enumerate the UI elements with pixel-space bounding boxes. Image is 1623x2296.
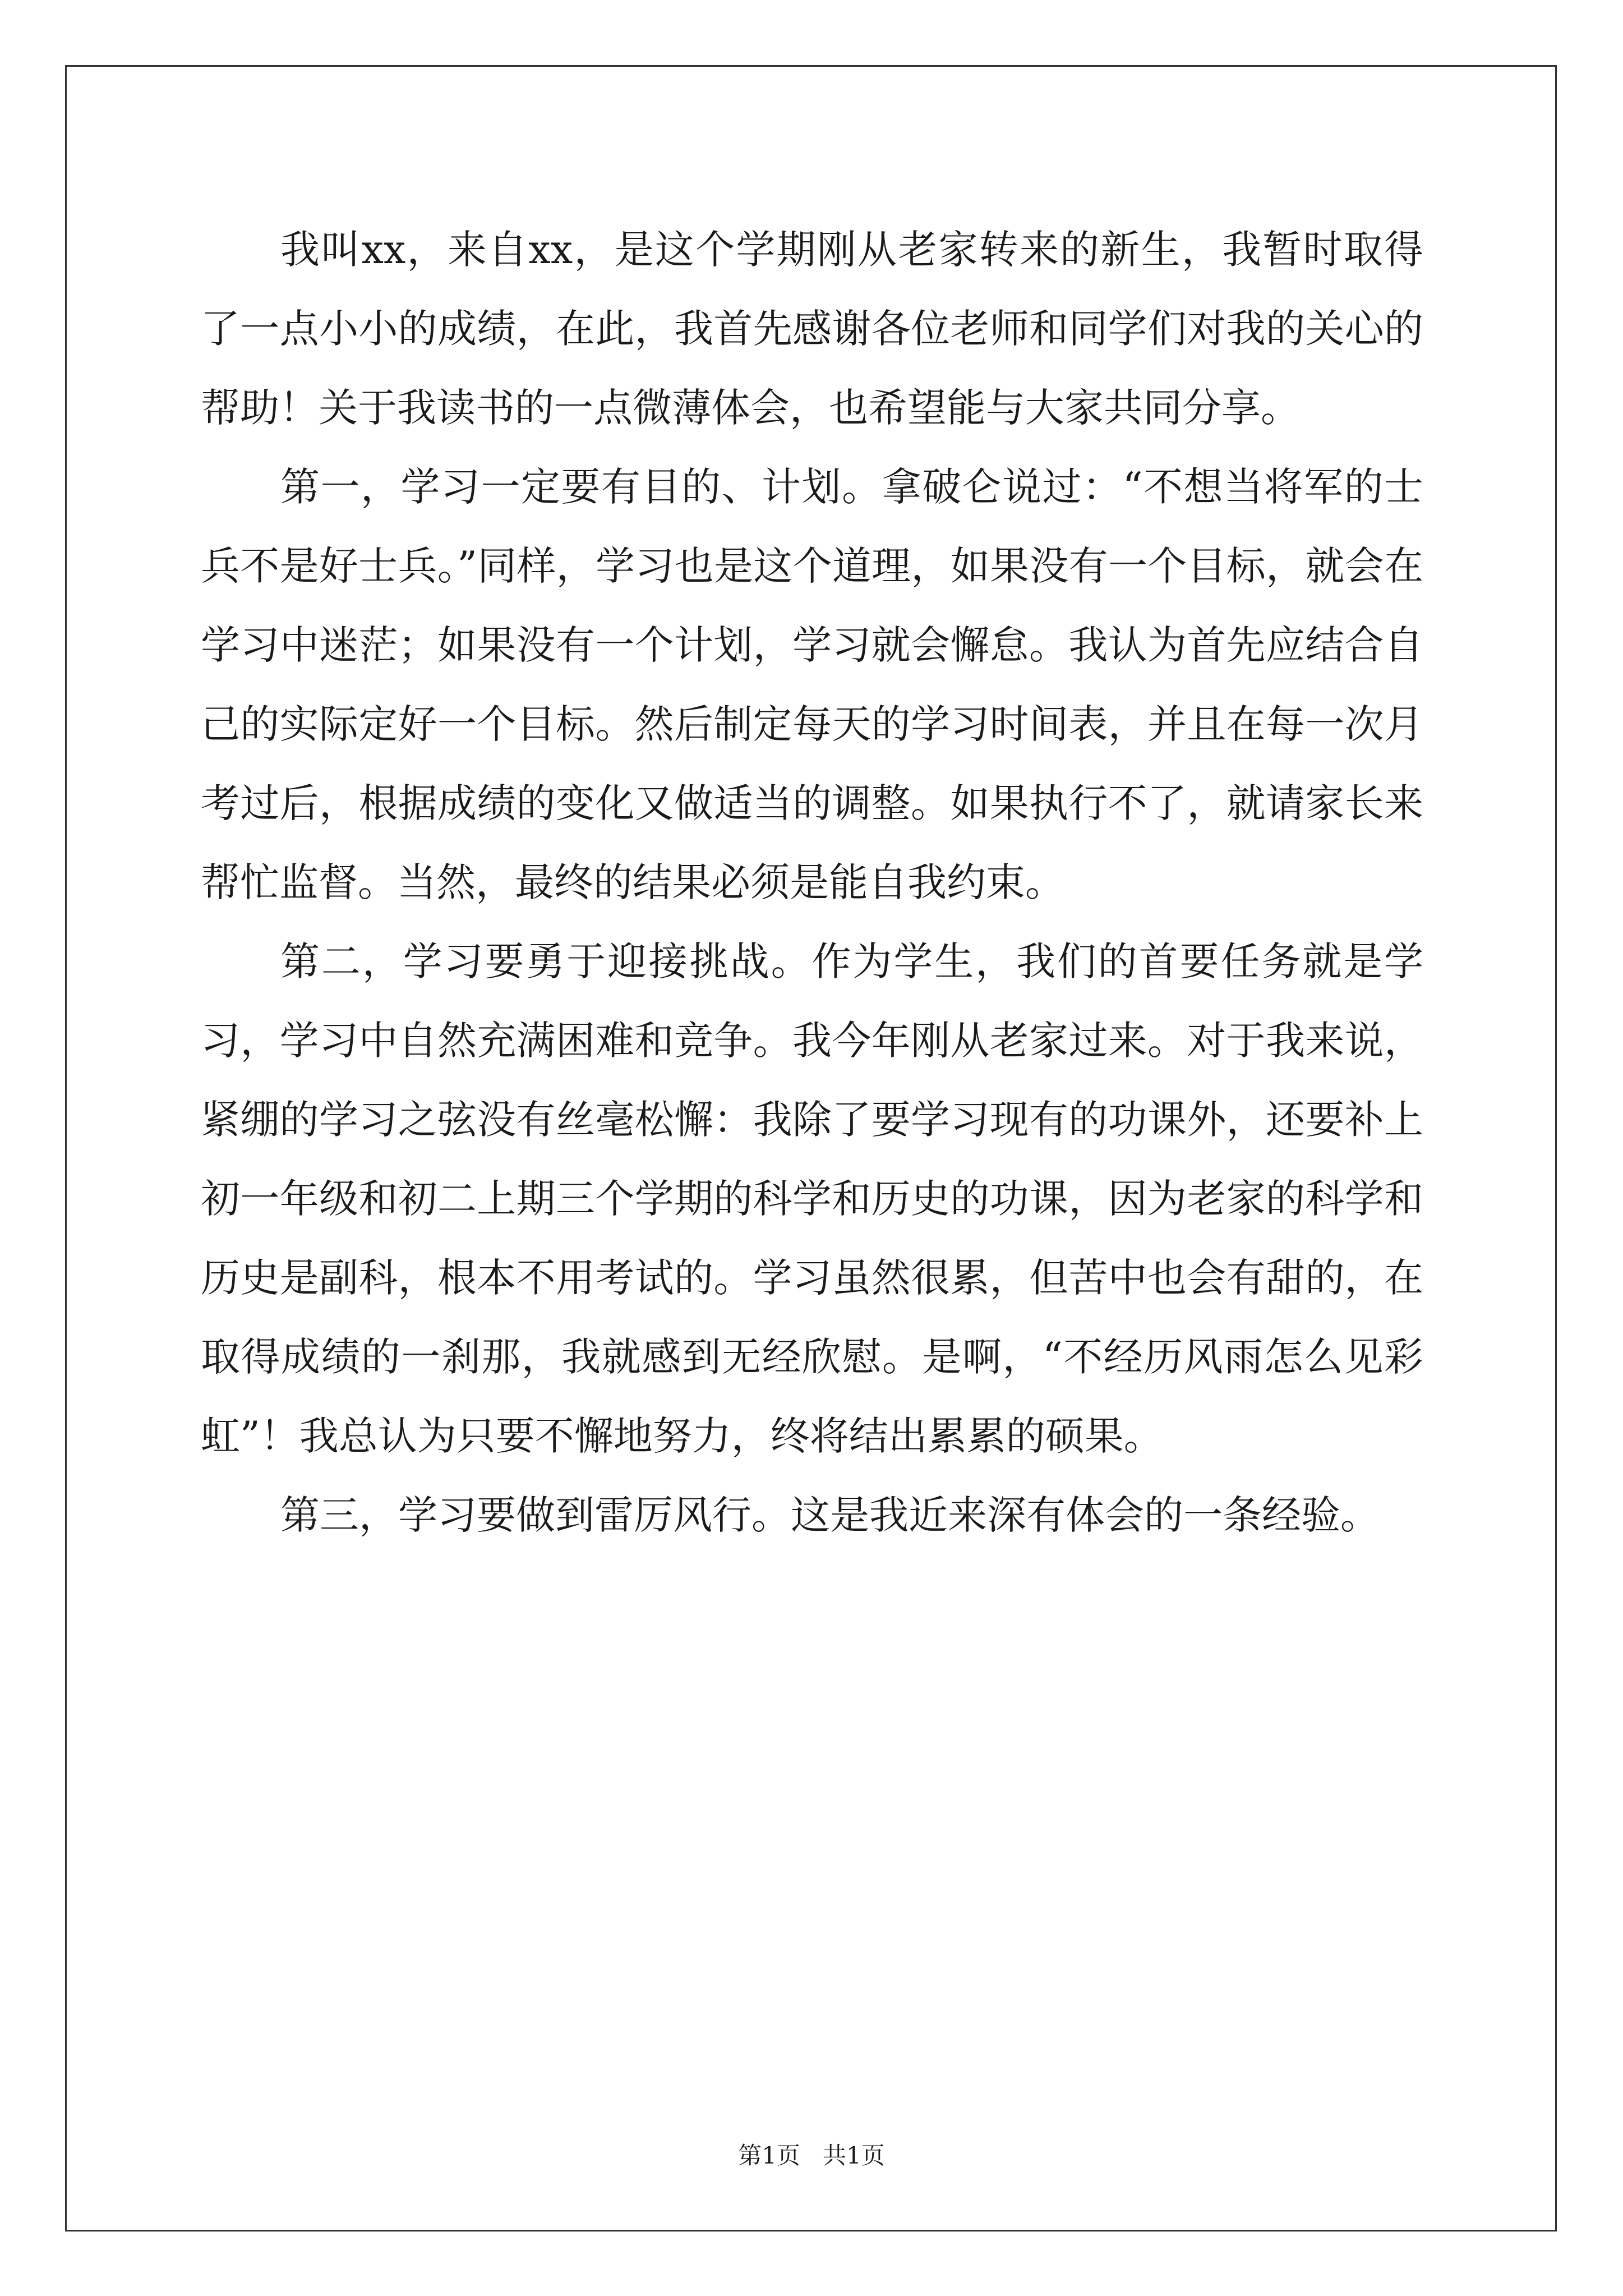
paragraph-1: 我叫xx，来自xx，是这个学期刚从老家转来的新生，我暂时取得了一点小小的成绩，在此，我首先感谢各位老师和同学们对我的关心的帮助！关于我读书的一点微薄体会，也希望能与大家共同分享。 bbox=[201, 227, 1423, 431]
page-number: 第1页 共1页 bbox=[738, 2142, 885, 2169]
paragraph-4: 第三，学习要做到雷厉风行。这是我近来深有体会的一条经验。 bbox=[280, 1492, 1380, 1538]
paragraph-2: 第一，学习一定要有目的、计划。拿破仑说过：“不想当将军的士兵不是好士兵。”同样，学习也是这个道理，如果没有一个目标，就会在学习中迷茫；如果没有一个计划，学习就会懈怠。我认为首先应结合自己的实际定好一个目标。然后制定每天的学习时间表，并且在每一次月考过后，根据成绩的变化又做适当的调整。如果执行不了，就请家长来帮忙监督。当然，最终的结果必须是能自我约束。 bbox=[201, 464, 1423, 905]
document-body bbox=[201, 210, 1423, 1555]
paragraph-3: 第二，学习要勇于迎接挑战。作为学生，我们的首要任务就是学习，学习中自然充满困难和竞争。我今年刚从老家过来。对于我来说，紧绷的学习之弦没有丝毫松懈：我除了要学习现有的功课外，还要补上初一年级和初二上期三个学期的科学和历史的功课，因为老家的科学和历史是副科，根本不用考试的。学习虽然很累，但苦中也会有甜的，在取得成绩的一刹那，我就感到无经欣慰。是啊，“不经历风雨怎么见彩虹”！我总认为只要不懈地努力，终将结出累累的硕果。 bbox=[201, 938, 1423, 1459]
